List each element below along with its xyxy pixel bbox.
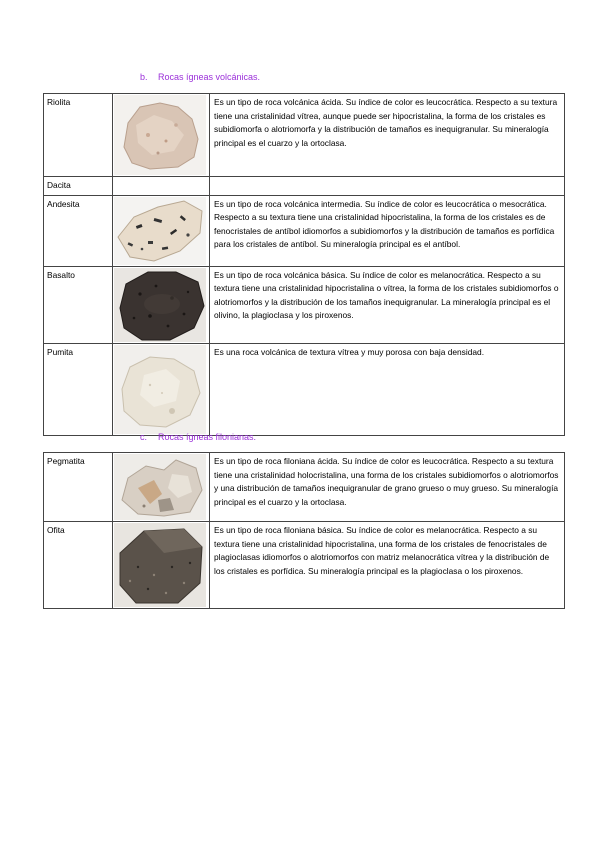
volcanic-rocks-table <box>43 93 565 436</box>
table-row <box>44 453 565 522</box>
section-number: c. <box>140 432 148 442</box>
rock-name: Ofita <box>44 522 113 609</box>
rock-name: Pumita <box>44 343 113 435</box>
section-title: Rocas ígneas volcánicas. <box>158 72 261 82</box>
rock-image-cell <box>113 522 210 609</box>
rock-image-cell <box>113 177 210 196</box>
rock-name: Pegmatita <box>44 453 113 522</box>
table-row <box>44 343 565 435</box>
rock-name: Andesita <box>44 195 113 266</box>
table-row <box>44 522 565 609</box>
rock-image-cell <box>113 453 210 522</box>
basalto-rock-image <box>114 268 206 342</box>
rock-image-cell <box>113 266 210 343</box>
pumita-rock-image <box>114 345 206 434</box>
rock-image-cell <box>113 94 210 177</box>
rock-name: Dacita <box>44 177 113 196</box>
table-row <box>44 266 565 343</box>
andesita-rock-image <box>114 197 206 265</box>
pegmatita-rock-image <box>114 454 206 520</box>
rock-description: Es un tipo de roca volcánica ácida. Su índice de color es leucocrática. Respecto a su textura tiene una cristalinidad vítrea, aunque puede ser hipocristalina, la forma de los cristales es subidiomorfa o alotriomorfa y la distribución de tamaños es inequigranular. Su mineralogía principal es el cuarzo y la ortoclasa. <box>210 94 565 177</box>
rock-description <box>210 177 565 196</box>
section-heading-dike <box>140 432 256 442</box>
table-row <box>44 195 565 266</box>
table-row <box>44 177 565 196</box>
rock-description: Es una roca volcánica de textura vítrea y muy porosa con baja densidad. <box>210 343 565 435</box>
rock-description: Es un tipo de roca volcánica básica. Su índice de color es melanocrática. Respecto a su textura tiene una cristalinidad hipocristalina o vítrea, la forma de los cristales subidiomorfos o alotriomorfos y la distribución de los tamaños inequigranular. La mineralogía principal es el olivino, la plagioclasa y los piroxenos. <box>210 266 565 343</box>
section-title: Rocas ígneas filonianas. <box>158 432 257 442</box>
section-heading-volcanic <box>140 72 260 82</box>
rock-description: Es un tipo de roca volcánica intermedia. Su índice de color es leucocrática o mesocrática. Respecto a su textura tiene una cristalinidad hipocristalina, la forma de los cristales es de fenocristales de antíbol idiomorfos a subidiomorfos y la distribución de tamaños es porfídica para los cristales de antíbol. Su mineralogía principal es el antíbol. <box>210 195 565 266</box>
dike-rocks-table <box>43 452 565 609</box>
section-number: b. <box>140 72 148 82</box>
rock-image-cell <box>113 343 210 435</box>
rock-description: Es un tipo de roca filoniana ácida. Su índice de color es leucocrática. Respecto a su textura tiene una cristalinidad holocristalina, una forma de los cristales subidiomorfos o alotriomorfos y una distribución de tamaños inequigranular de grano grueso o muy grueso. Su mineralogía principal es el cuarzo y la ortoclasa. <box>210 453 565 522</box>
rock-description: Es un tipo de roca filoniana básica. Su índice de color es melanocrática. Respecto a su textura tiene una cristalinidad hipocristalina, una forma de los cristales de fenocristales de plagioclasas idiomorfos o alotriomorfos con matriz melanocrática vítrea y la distribución de los cristales es porfídica. Su mineralogía principal es la plagioclasa o los piroxenos. <box>210 522 565 609</box>
rock-name: Riolita <box>44 94 113 177</box>
riolita-rock-image <box>114 95 206 175</box>
rock-name: Basalto <box>44 266 113 343</box>
ofita-rock-image <box>114 523 206 607</box>
table-row <box>44 94 565 177</box>
rock-image-cell <box>113 195 210 266</box>
